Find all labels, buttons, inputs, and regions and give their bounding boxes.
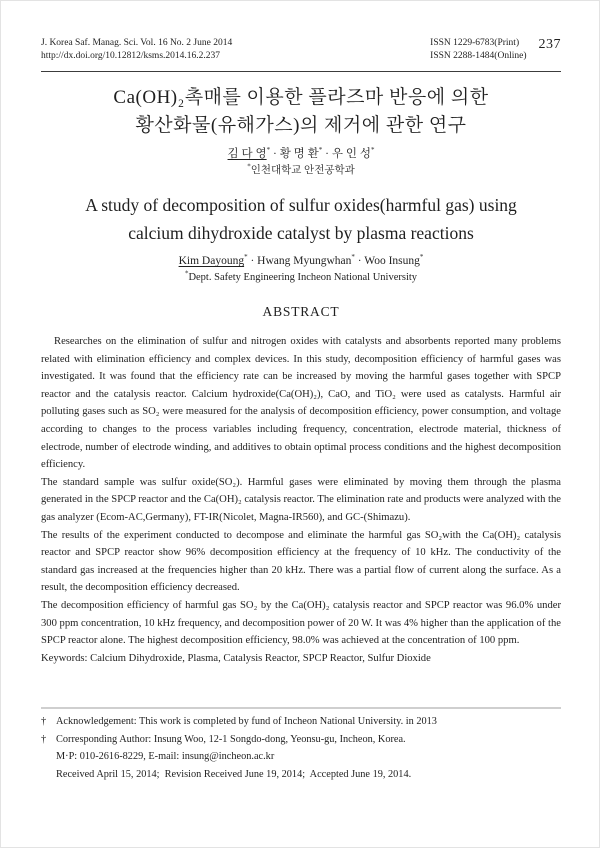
issn-and-page — [430, 37, 561, 63]
author-kim-ko: 김 다 영 — [227, 148, 267, 160]
page-content — [1, 1, 599, 667]
footnote-text: Corresponding Author: Insung Woo, 12-1 Songdo-dong, Yeonsu-gu, Incheon, Korea. — [56, 733, 406, 745]
english-affiliation-text: Dept. Safety Engineering Incheon National University — [188, 272, 418, 283]
dagger-marker — [41, 766, 56, 784]
korean-authors — [41, 146, 561, 162]
korean-title — [41, 84, 561, 140]
abstract-paragraph: The decomposition efficiency of harmful gas SO₂ by the Ca(OH)₂ catalysis reactor and SPCP reactor was 96.0% under 300 ppm concentration, 10 kHz frequency, and decomposition power of 20 W. It was 4% higher than the application of the SPCP reactor alone. The highest decomposition efficiency, 98.0% was achieved at the concentration of 100 ppm. — [41, 599, 561, 647]
author-hwang-en: Hwang Myungwhan — [257, 255, 352, 267]
abstract-paragraph: The standard sample was sulfur oxide(SO₂). Harmful gases were eliminated by moving them through the plasma generated in the SPCP reactor and the Ca(OH)₂ catalysis reactor. The elimination rate and products were analyzed with the gas analyzer (Ecom-AC,Germany), FT-IR(Nicolet, Magna-IR560), and GC-(Shimazu). — [41, 476, 561, 523]
affiliation-mark: * — [247, 162, 251, 171]
footnote-contact — [41, 748, 561, 766]
author-kim-en: Kim Dayoung — [178, 255, 245, 267]
author-mark: * — [244, 253, 248, 262]
author-separator: · — [247, 255, 258, 267]
journal-info — [41, 37, 232, 63]
english-title-line-1: A study of decomposition of sulfur oxides(harmful gas) using — [85, 195, 517, 215]
keywords-paragraph: Keywords: Calcium Dihydroxide, Plasma, Catalysis Reactor, SPCP Reactor, Sulfur Dioxide — [41, 652, 431, 664]
english-title-line-2: calcium dihydroxide catalyst by plasma reactions — [128, 223, 474, 243]
affiliation-mark: * — [184, 269, 189, 278]
footnote-acknowledgement — [41, 713, 561, 731]
header-divider — [41, 71, 561, 72]
footnote-text: M·P: 010-2616-8229, E-mail: insung@incheon.ac.kr — [56, 751, 275, 762]
author-separator: · — [270, 148, 280, 160]
author-separator: · — [322, 148, 332, 160]
author-woo-en: Woo Insung — [364, 255, 420, 267]
english-authors — [41, 253, 561, 269]
footnotes — [41, 707, 561, 783]
korean-title-line-2: 황산화물(유해가스)의 제거에 관한 연구 — [135, 115, 467, 136]
footnote-corresponding-author — [41, 731, 561, 749]
author-mark: * — [318, 146, 323, 155]
english-title — [41, 191, 561, 247]
dagger-marker: † — [41, 733, 47, 745]
korean-title-line-1: Ca(OH)₂촉매를 이용한 플라즈마 반응에 의한 — [113, 87, 489, 108]
author-hwang-ko: 황 명 환 — [279, 148, 319, 160]
issn-print: ISSN 1229-6783(Print) — [430, 38, 520, 48]
author-mark: * — [266, 146, 271, 155]
author-mark: * — [419, 253, 424, 262]
abstract-body — [41, 333, 561, 667]
english-affiliation — [41, 271, 561, 285]
author-separator: · — [354, 255, 365, 267]
footnote-text: Received April 15, 2014; Revision Received June 19, 2014; Accepted June 19, 2014. — [56, 768, 412, 780]
author-mark: * — [370, 146, 375, 155]
dagger-marker: † — [41, 716, 47, 727]
abstract-paragraph: The results of the experiment conducted to decompose and eliminate the harmful gas SO₂with the Ca(OH)₂ catalysis reactor and SPCP reactor show 96% decomposition efficiency at the frequency of 10 kHz. The conductivity of the standard gas increased at the frequencies higher than 20 kHz. There was a partial flow of current along the surface. As a result, the decomposition efficiency decreased. — [41, 529, 561, 594]
page-number: 237 — [538, 37, 561, 52]
footnote-text: Acknowledgement: This work is completed by fund of Incheon National University. in 2013 — [56, 716, 437, 727]
author-mark: * — [351, 253, 355, 262]
abstract-paragraph: Researches on the elimination of sulfur and nitrogen oxides with catalysts and absorbents reported many problems related with elimination efficiency and complex devices. In this study, decomposition efficiency of harmful gases was investigated. It was found that the efficiency rate can be increased by moving the harmful gases together with SPCP reactor and the catalysis reactor. Calcium hydroxide(Ca(OH)₂), CaO, and TiO₂ were used as catalysts. Harmful air polluting gases such as SO₂ were measured for the analysis of decomposition efficiency, power consumption, and voltage according to changes to the process variables including frequency, concentration, electrode material, thickness of electrode, number of electrode winding, and additives to obtain optimal process conditions and the highest decomposition efficiency. — [41, 336, 561, 471]
journal-header — [41, 37, 561, 63]
korean-affiliation — [41, 164, 561, 178]
author-woo-ko: 우 인 성 — [331, 148, 371, 160]
abstract-heading: ABSTRACT — [262, 304, 340, 319]
issn-online: ISSN 2288-1484(Online) — [430, 51, 527, 61]
footnote-divider — [41, 707, 561, 709]
dagger-marker — [41, 748, 56, 766]
korean-affiliation-text: 인천대학교 안전공학과 — [250, 165, 355, 176]
journal-title-line: J. Korea Saf. Manag. Sci. Vol. 16 No. 2 June 2014 — [41, 38, 233, 48]
footnote-dates — [41, 766, 561, 784]
doi-line: http://dx.doi.org/10.12812/ksms.2014.16.2.237 — [41, 51, 221, 61]
issn-block — [430, 37, 526, 63]
